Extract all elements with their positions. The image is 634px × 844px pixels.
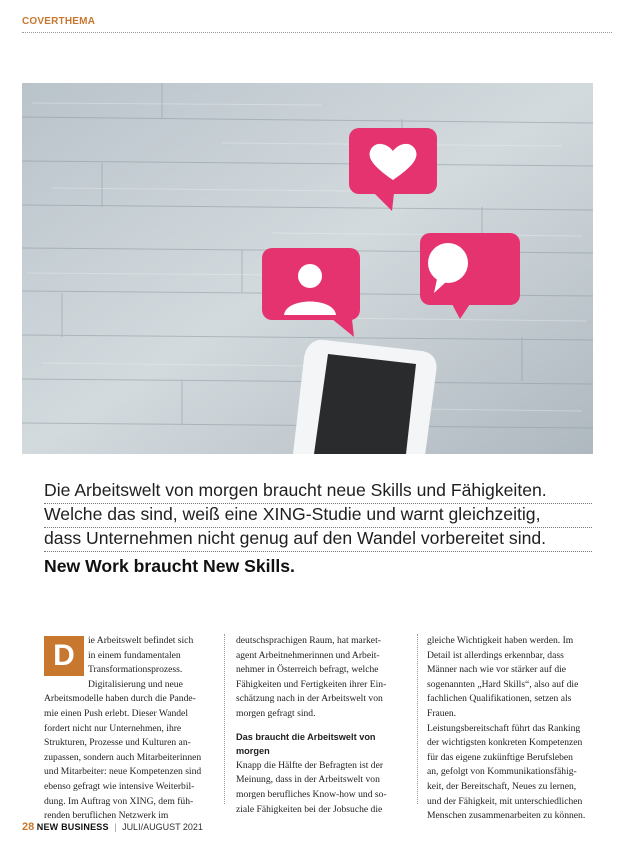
body-line: dung. Im Auftrag von XING, dem füh- (44, 795, 194, 807)
column-divider (417, 634, 418, 804)
body-line: fordert nicht nur Unternehmen, ihre (44, 722, 182, 734)
article-column-1 (44, 634, 210, 824)
lead-line: Welche das sind, weiß eine XING-Studie und warnt gleichzeitig, (44, 505, 592, 528)
body-line: und der Fähigkeit, mit unterschiedlichen (427, 795, 583, 807)
body-line: zupassen, sondern auch Mitarbeiterinnen (44, 751, 202, 763)
cover-photo (22, 83, 593, 454)
page-number: 28 (22, 821, 35, 833)
body-line: mie einen Push erlebt. Dieser Wandel (44, 707, 188, 719)
page-footer (22, 821, 203, 833)
body-line: Digitalisierung und neue (88, 678, 183, 690)
body-line: und Mitarbeiter: neue Kompetenzen sind (44, 766, 202, 778)
body-line: Knapp die Hälfte der Befragten ist der (236, 759, 384, 771)
body-line: sogenannten „Hard Skills“, also auf die (427, 678, 579, 690)
body-line: ziale Fähigkeiten bei der Jobsuche die (236, 803, 383, 815)
section-subheading: morgen (236, 746, 270, 757)
body-line: agent Arbeitnehmerinnen und Arbeit- (236, 649, 380, 661)
smartphone-icon (292, 340, 436, 454)
headline: New Work braucht New Skills. (44, 556, 295, 576)
lead-line: dass Unternehmen nicht genug auf den Wandel vorbereitet sind. (44, 529, 592, 552)
section-label: COVERTHEMA (22, 16, 96, 27)
lead-paragraph (44, 481, 592, 577)
column-divider (224, 634, 225, 804)
body-line: morgen berufliches Know-how und so- (236, 788, 387, 800)
body-line: Detail ist allerdings erkennbar, dass (427, 649, 564, 661)
body-line: nehmer in Österreich befragt, welche (236, 664, 379, 676)
body-line: Frauen. (427, 707, 457, 719)
footer-separator: | (114, 822, 117, 832)
magazine-name: NEW BUSINESS (36, 822, 109, 832)
body-line: fachlichen Qualifikationen, setzen als (427, 693, 572, 705)
body-line: in einem fundamentalen (88, 649, 181, 661)
body-line: Strukturen, Prozesse und Kulturen an- (44, 737, 191, 749)
body-line: morgen gefragt sind. (236, 707, 316, 719)
body-line: schätzung nach in der Arbeitswelt von (236, 693, 383, 705)
body-line: an, gefolgt von Kommunikationsfähig- (427, 766, 577, 778)
body-line: deutschsprachigen Raum, hat market- (236, 635, 381, 646)
body-line: keit, der Bereitschaft, Neues zu lernen, (427, 780, 577, 792)
body-line: Männer nach wie vor stärker auf die (427, 664, 567, 676)
body-line: Leistungsbereitschaft führt das Ranking (427, 722, 581, 734)
body-line: gleiche Wichtigkeit haben werden. Im (427, 635, 574, 646)
body-line: ie Arbeitswelt befindet sich (88, 635, 194, 646)
body-line: Meinung, dass in der Arbeitswelt von (236, 774, 380, 786)
body-line: Menschen zusammenarbeiten zu können. (427, 810, 586, 822)
body-line: Fähigkeiten und Fertigkeiten ihrer Ein- (236, 678, 387, 690)
drop-cap: D (44, 636, 84, 676)
article-column-2 (236, 634, 408, 817)
body-line: für das eigene zukünftige Berufsleben (427, 751, 573, 763)
header-divider (22, 32, 612, 33)
section-subheading: Das braucht die Arbeitswelt von (236, 731, 376, 742)
body-line: der wichtigsten konkreten Kompetenzen (427, 737, 583, 749)
article-body (44, 634, 593, 822)
issue-date: JULI/AUGUST 2021 (122, 822, 203, 832)
body-line: renden beruflichen Netzwerk im (44, 810, 169, 822)
body-line: Transformationsprozess. (88, 664, 183, 676)
body-line: Arbeitsmodelle haben durch die Pande- (44, 693, 196, 705)
article-column-3 (427, 634, 593, 824)
lead-line: Die Arbeitswelt von morgen braucht neue Skills und Fähigkeiten. (44, 481, 592, 504)
body-line: ebenso gefragt wie intensive Weiterbil- (44, 780, 195, 792)
